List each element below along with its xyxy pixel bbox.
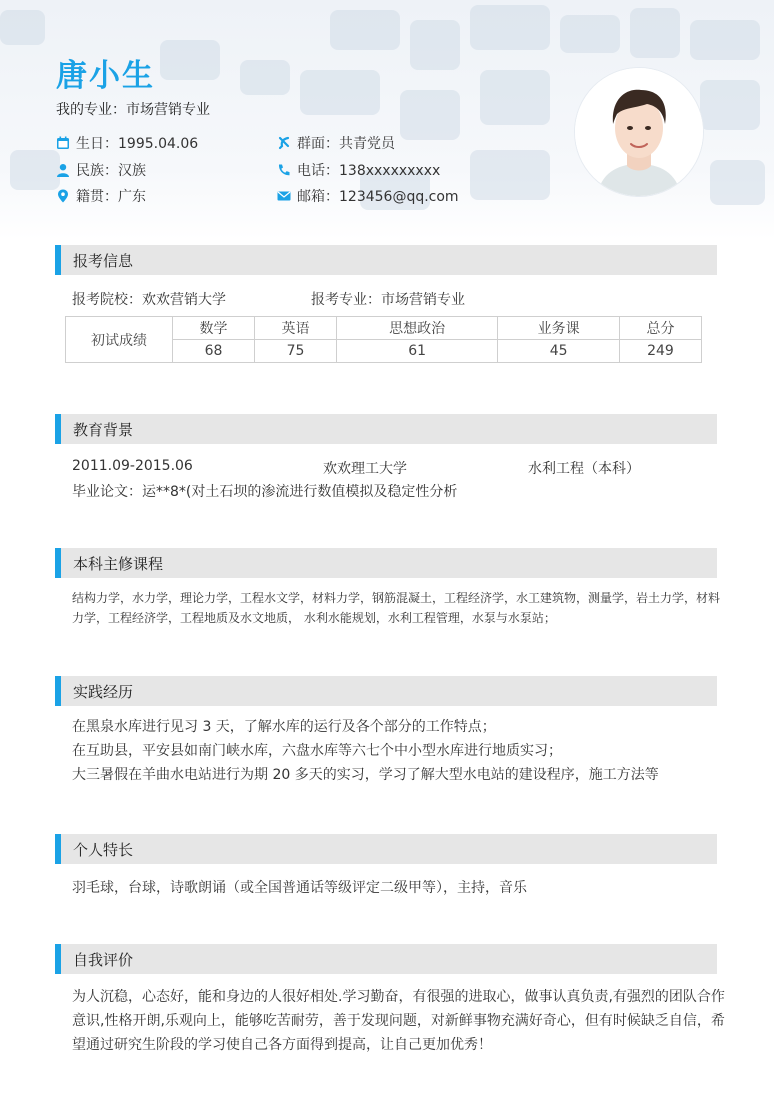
edu-school: 欢欢理工大学 (323, 461, 407, 477)
self-eval-text (72, 985, 725, 1057)
section-title: 本科主修课程 (73, 555, 164, 573)
phone-row (277, 160, 440, 180)
section-education (55, 414, 717, 444)
edu-period: 2011.09-2015.06 (72, 458, 193, 474)
email-text: 邮箱：123456@qq.com (297, 189, 459, 205)
section-skills (55, 834, 717, 864)
birth-text: 生日：1995.04.06 (76, 136, 199, 152)
email-row (277, 186, 459, 206)
section-title: 实践经历 (73, 683, 134, 701)
practice-item: 在互助县，平安县如南门峡水库，六盘水库等六七个中小型水库进行地质实习； (72, 743, 562, 759)
practice-item: 在黑泉水库进行见习 3 天，了解水库的运行及各个部分的工作特点； (72, 719, 496, 735)
mail-icon (277, 189, 291, 203)
score-cell: 249 (619, 340, 701, 363)
ethnicity-text: 民族：汉族 (76, 163, 146, 179)
practice-list (72, 715, 712, 787)
party-emblem-icon (277, 136, 291, 150)
origin-text: 籍贯：广东 (76, 189, 146, 205)
score-table (65, 316, 702, 363)
exam-school: 报考院校：欢欢营销大学 (72, 292, 226, 308)
section-practice (55, 676, 717, 706)
section-title: 个人特长 (73, 841, 134, 859)
self-eval-line: 为人沉稳，心态好，能和身边的人很好相处.学习勤奋，有很强的进取心，做事认真负责,有强烈的团队合作 (72, 989, 725, 1005)
party-row (277, 133, 395, 153)
score-cell: 45 (498, 340, 620, 363)
avatar-photo (575, 68, 703, 196)
skills-text: 羽毛球，台球，诗歌朗诵（或全国普通话等级评定二级甲等），主持，音乐 (72, 880, 527, 896)
courses-line-1: 结构力学，水力学，理论力学，工程水文学，材料力学，钢筋混凝土，工程经济学，水工建筑物，测量学，岩土力学，材料 (72, 591, 721, 605)
location-pin-icon (56, 189, 70, 203)
subject-header: 思想政治 (337, 317, 498, 340)
user-icon (56, 163, 70, 177)
score-cell: 75 (255, 340, 337, 363)
ethnicity-row (56, 160, 146, 180)
practice-item: 大三暑假在羊曲水电站进行为期 20 多天的实习，学习了解大型水电站的建设程序，施工方法等 (72, 767, 659, 783)
exam-major: 报考专业：市场营销专业 (311, 292, 465, 308)
origin-row (56, 186, 146, 206)
edu-degree: 水利工程（本科） (528, 461, 640, 477)
courses-line-2: 力学，工程经济学，工程地质及水文地质， 水利水能规划，水利工程管理，水泵与水泵站； (72, 611, 556, 625)
score-row-label: 初试成绩 (66, 317, 173, 363)
self-eval-line: 望通过研究生阶段的学习使自己各方面得到提高，让自己更加优秀！ (72, 1037, 492, 1053)
section-title: 报考信息 (73, 252, 134, 270)
section-exam-info (55, 245, 717, 275)
subject-header: 数学 (173, 317, 255, 340)
score-cell: 61 (337, 340, 498, 363)
section-self-evaluation (55, 944, 717, 974)
candidate-major: 我的专业：市场营销专业 (56, 102, 210, 118)
subject-header: 总分 (619, 317, 701, 340)
self-eval-line: 意识,性格开朗,乐观向上，能够吃苦耐劳，善于发现问题，对新鲜事物充满好奇心，但有时候缺乏自信，希 (72, 1013, 725, 1029)
section-courses (55, 548, 717, 578)
subject-header: 英语 (255, 317, 337, 340)
score-cell: 68 (173, 340, 255, 363)
section-title: 自我评价 (73, 951, 134, 969)
edu-thesis: 毕业论文：运**8*(对土石坝的渗流进行数值模拟及稳定性分析 (72, 484, 458, 500)
section-title: 教育背景 (73, 421, 134, 439)
phone-text: 电话：138xxxxxxxxx (297, 163, 441, 179)
calendar-icon (56, 136, 70, 150)
candidate-name: 唐小生 (56, 58, 155, 94)
party-text: 群面：共青党员 (297, 136, 395, 152)
birth-row (56, 133, 198, 153)
subject-header: 业务课 (498, 317, 620, 340)
phone-icon (277, 163, 291, 177)
